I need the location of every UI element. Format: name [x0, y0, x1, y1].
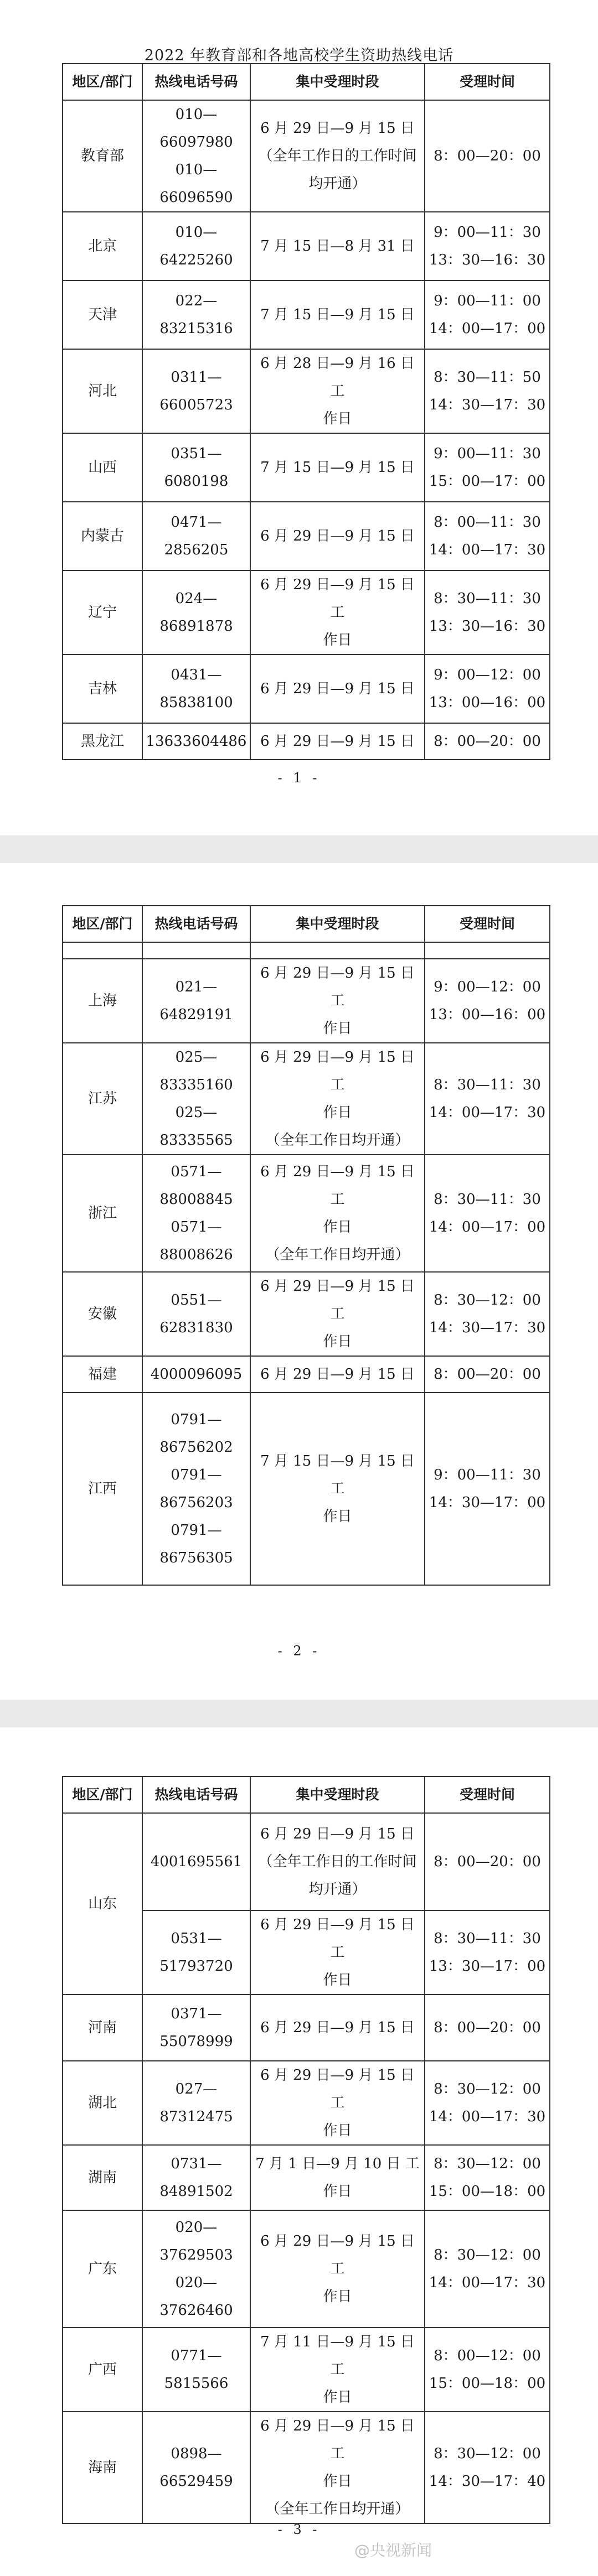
phone-number: 0371—55078999 — [159, 2006, 233, 2050]
hotline-table-page-2 — [62, 905, 550, 1586]
hours-cell — [425, 1393, 550, 1585]
region-cell: 福建 — [63, 1356, 142, 1393]
period-line: 均开通） — [308, 175, 367, 192]
period-line: 6 月 29 日—9 月 15 日 工 — [260, 2067, 415, 2111]
phone-number: 0771—5815566 — [164, 2348, 229, 2392]
hotline-table-page-1 — [62, 63, 550, 760]
phone-cell — [142, 655, 250, 723]
phone-cell — [142, 502, 250, 570]
phone-cell — [142, 1356, 250, 1393]
hours-cell — [425, 959, 550, 1043]
period-line: 6 月 29 日—9 月 15 日 — [260, 733, 415, 750]
period-line: （全年工作日的工作时间 — [258, 1853, 417, 1870]
hours-line: 14：30—17：40 — [429, 2473, 546, 2490]
header-phone: 热线电话号码 — [142, 1777, 250, 1813]
header-hours: 受理时间 — [425, 906, 550, 942]
region-cell: 广东 — [63, 2210, 142, 2328]
phone-cell — [142, 2328, 250, 2412]
phone-number: 0311—66005723 — [159, 369, 233, 413]
region-cell: 教育部 — [63, 100, 142, 212]
header-hours: 受理时间 — [425, 64, 550, 100]
region-cell: 湖北 — [63, 2061, 142, 2145]
phone-cell — [142, 1155, 250, 1272]
region-cell: 黑龙江 — [63, 723, 142, 760]
hours-line: 13：00—16：00 — [429, 694, 546, 711]
table-row — [63, 570, 550, 655]
table-row — [63, 1813, 550, 1910]
period-cell — [250, 1995, 425, 2061]
period-line: 6 月 29 日—9 月 15 日 工 — [260, 2233, 415, 2277]
hours-line: 9：00—12：00 — [434, 979, 541, 995]
hours-cell — [425, 1272, 550, 1356]
period-cell — [250, 2412, 425, 2523]
period-line: 6 月 29 日—9 月 15 日 工 — [260, 1278, 415, 1322]
hours-line: 8：00—20：00 — [434, 148, 541, 164]
period-line: 7 月 15 日—9 月 15 日 — [260, 459, 415, 476]
table-row — [63, 502, 550, 570]
phone-number: 0791—86756202 — [159, 1411, 233, 1456]
period-line: 6 月 29 日—9 月 15 日 工 — [260, 965, 415, 1009]
period-cell — [250, 1272, 425, 1356]
table-row — [63, 723, 550, 760]
hours-cell — [425, 281, 550, 349]
empty-cell — [250, 942, 425, 959]
period-cell — [250, 2328, 425, 2412]
phone-cell — [142, 349, 250, 433]
hours-line: 15：00—18：00 — [429, 2183, 546, 2200]
page-number: - 3 - — [277, 2522, 321, 2537]
hours-line: 15：00—18：00 — [429, 2375, 546, 2392]
phone-number: 025—83335565 — [159, 1104, 233, 1149]
hours-cell — [425, 2210, 550, 2328]
period-cell — [250, 212, 425, 281]
phone-number: 13633604486 — [146, 733, 247, 750]
hours-cell — [425, 655, 550, 723]
period-line: （全年工作日均开通） — [265, 2501, 410, 2517]
phone-number: 4001695561 — [150, 1853, 243, 1870]
table-row — [63, 1155, 550, 1272]
phone-cell — [142, 1272, 250, 1356]
hours-line: 9：00—11：30 — [434, 1467, 541, 1483]
phone-number: 021—64829191 — [159, 979, 233, 1023]
hours-line: 8：30—11：30 — [434, 1077, 541, 1093]
period-cell — [250, 1356, 425, 1393]
region-cell: 广西 — [63, 2328, 142, 2412]
region-cell: 海南 — [63, 2412, 142, 2523]
document-page-3 — [0, 1727, 598, 2576]
period-line: 6 月 29 日—9 月 15 日 工 — [260, 2418, 415, 2462]
period-cell — [250, 2145, 425, 2210]
hours-line: 8：30—12：00 — [434, 2081, 541, 2097]
document-title: 2022 年教育部和各地高校学生资助热线电话 — [144, 47, 454, 64]
region-cell: 上海 — [63, 959, 142, 1043]
hours-cell — [425, 433, 550, 502]
hours-line: 8：30—12：00 — [434, 2156, 541, 2172]
hours-cell — [425, 2328, 550, 2412]
phone-number: 0471—2856205 — [164, 514, 229, 558]
period-line: 6 月 29 日—9 月 15 日 — [260, 681, 415, 697]
hours-cell — [425, 212, 550, 281]
hours-line: 8：00—12：00 — [434, 2348, 541, 2364]
hours-line: 13：00—16：00 — [429, 1006, 546, 1023]
phone-cell — [142, 1393, 250, 1585]
table-row — [63, 655, 550, 723]
hours-line: 8：00—20：00 — [434, 1366, 541, 1383]
header-region: 地区/部门 — [63, 64, 142, 100]
hours-line: 8：00—20：00 — [434, 2019, 541, 2036]
period-line: 作日 — [323, 632, 352, 648]
period-cell — [250, 349, 425, 433]
hours-line: 14：00—17：30 — [429, 2108, 546, 2125]
period-line: 6 月 29 日—9 月 15 日 工 — [260, 1164, 415, 1208]
hours-line: 9：00—11：30 — [434, 224, 541, 241]
period-line: 6 月 28 日—9 月 16 日 工 — [260, 355, 415, 399]
hours-line: 14：30—17：30 — [429, 1320, 546, 1336]
phone-number: 020—37629503 — [159, 2219, 233, 2263]
period-line: 作日 — [323, 1020, 352, 1037]
region-cell: 江西 — [63, 1393, 142, 1585]
phone-number: 010—64225260 — [159, 224, 233, 268]
table-row — [63, 1995, 550, 2061]
table-row — [63, 2328, 550, 2412]
hours-line: 8：30—12：00 — [434, 1292, 541, 1308]
table-row — [63, 100, 550, 212]
hours-line: 9：00—11：00 — [434, 293, 541, 309]
period-line: 7 月 15 日—8 月 31 日 — [260, 238, 415, 255]
period-cell — [250, 2061, 425, 2145]
hours-line: 8：30—12：00 — [434, 2445, 541, 2462]
table-row — [63, 281, 550, 349]
header-period: 集中受理时段 — [250, 64, 425, 100]
region-cell: 河南 — [63, 1995, 142, 2061]
phone-cell — [142, 1995, 250, 2061]
hours-cell — [425, 2061, 550, 2145]
region-cell: 吉林 — [63, 655, 142, 723]
period-cell — [250, 100, 425, 212]
hours-line: 8：30—12：00 — [434, 2247, 541, 2263]
phone-number: 0898—66529459 — [159, 2445, 233, 2490]
hotline-table-page-3 — [62, 1776, 550, 2524]
region-cell: 辽宁 — [63, 570, 142, 655]
period-line: 6 月 29 日—9 月 15 日 — [260, 2019, 415, 2036]
phone-number: 024—86891878 — [159, 590, 233, 635]
hours-line: 8：30—11：30 — [434, 1191, 541, 1208]
hours-cell — [425, 502, 550, 570]
period-line: （全年工作日的工作时间 — [258, 148, 417, 164]
phone-number: 0571—88008845 — [159, 1164, 233, 1208]
header-period: 集中受理时段 — [250, 1777, 425, 1813]
region-cell: 浙江 — [63, 1155, 142, 1272]
phone-cell — [142, 433, 250, 502]
hours-line: 13：30—16：30 — [429, 252, 546, 268]
document-page-1 — [0, 0, 598, 835]
table-row — [63, 433, 550, 502]
phone-number: 0551—62831830 — [159, 1292, 233, 1336]
page-number: - 1 - — [277, 770, 321, 786]
phone-number: 0791—86756203 — [159, 1467, 233, 1511]
period-cell — [250, 433, 425, 502]
period-cell — [250, 1813, 425, 1910]
phone-number: 027—87312475 — [159, 2081, 233, 2125]
period-line: 均开通） — [308, 1881, 367, 1898]
hours-cell — [425, 1155, 550, 1272]
empty-spacer-row — [63, 942, 550, 959]
hours-line: 8：00—11：30 — [434, 514, 541, 531]
hours-line: 14：30—17：00 — [429, 1494, 546, 1511]
table-row — [63, 1043, 550, 1155]
period-line: 7 月 1 日—9 月 10 日 工 — [255, 2156, 420, 2172]
hours-line: 13：30—16：30 — [429, 618, 546, 635]
hours-line: 8：00—20：00 — [434, 733, 541, 750]
hours-line: 15：00—17：00 — [429, 473, 546, 490]
period-line: 6 月 29 日—9 月 15 日 工 — [260, 1917, 415, 1961]
table-row — [63, 1356, 550, 1393]
period-line: 7 月 15 日—9 月 15 日 — [260, 307, 415, 323]
phone-number: 025—83335160 — [159, 1049, 233, 1093]
hours-line: 9：00—11：30 — [434, 445, 541, 462]
region-cell: 湖南 — [63, 2145, 142, 2210]
period-cell — [250, 2210, 425, 2328]
period-line: 作日 — [323, 2183, 352, 2200]
period-cell — [250, 1910, 425, 1995]
page-number: - 2 - — [277, 1643, 321, 1659]
document-page-2 — [0, 863, 598, 1700]
region-cell: 北京 — [63, 212, 142, 281]
period-cell — [250, 1155, 425, 1272]
period-line: （全年工作日均开通） — [265, 1132, 410, 1149]
header-hours: 受理时间 — [425, 1777, 550, 1813]
phone-number: 0431—85838100 — [159, 667, 233, 711]
period-line: 作日 — [323, 1508, 352, 1525]
phone-cell — [142, 570, 250, 655]
hours-cell — [425, 1910, 550, 1995]
table-row — [63, 212, 550, 281]
period-line: 6 月 29 日—9 月 15 日 — [260, 120, 415, 137]
watermark: @央视新闻 — [354, 2541, 432, 2559]
hours-line: 8：30—11：30 — [434, 1930, 541, 1947]
empty-cell — [63, 942, 142, 959]
phone-cell — [142, 281, 250, 349]
hours-line: 14：00—17：00 — [429, 1219, 546, 1235]
period-cell — [250, 723, 425, 760]
period-cell — [250, 1043, 425, 1155]
phone-cell — [142, 212, 250, 281]
phone-number: 4000096095 — [150, 1366, 243, 1383]
phone-cell — [142, 2145, 250, 2210]
phone-cell — [142, 1043, 250, 1155]
hours-line: 8：30—11：50 — [434, 369, 541, 386]
table-header-row — [63, 1777, 550, 1813]
phone-cell — [142, 100, 250, 212]
phone-cell — [142, 2412, 250, 2523]
region-cell: 天津 — [63, 281, 142, 349]
hours-cell — [425, 349, 550, 433]
hours-cell — [425, 570, 550, 655]
region-cell: 内蒙古 — [63, 502, 142, 570]
header-region: 地区/部门 — [63, 1777, 142, 1813]
period-line: 6 月 29 日—9 月 15 日 工 — [260, 1049, 415, 1093]
period-cell — [250, 502, 425, 570]
period-cell — [250, 570, 425, 655]
phone-cell — [142, 2210, 250, 2328]
region-cell: 河北 — [63, 349, 142, 433]
table-row — [63, 2210, 550, 2328]
hours-cell — [425, 2412, 550, 2523]
period-line: 6 月 29 日—9 月 15 日 — [260, 528, 415, 544]
phone-number: 022—83215316 — [159, 293, 233, 337]
table-row — [63, 349, 550, 433]
region-cell: 山东 — [63, 1813, 142, 1995]
period-cell — [250, 281, 425, 349]
hours-cell — [425, 100, 550, 212]
hours-cell — [425, 1995, 550, 2061]
period-line: 作日 — [323, 2122, 352, 2139]
hours-cell — [425, 723, 550, 760]
period-line: 作日 — [323, 1972, 352, 1988]
hours-cell — [425, 1356, 550, 1393]
table-body — [63, 1813, 550, 2523]
period-line: 6 月 29 日—9 月 15 日 — [260, 1826, 415, 1842]
hours-line: 14：00—17：00 — [429, 320, 546, 337]
table-header-row — [63, 64, 550, 100]
period-line: 作日 — [323, 1219, 352, 1235]
period-line: 7 月 11 日—9 月 15 日 工 — [260, 2334, 415, 2378]
empty-cell — [142, 942, 250, 959]
period-line: 作日 — [323, 2473, 352, 2490]
table-row — [63, 2412, 550, 2523]
header-phone: 热线电话号码 — [142, 64, 250, 100]
phone-cell — [142, 959, 250, 1043]
phone-number: 0791—86756305 — [159, 1522, 233, 1566]
phone-number: 010—66097980 — [159, 106, 233, 150]
hours-line: 9：00—12：00 — [434, 667, 541, 683]
table-body — [63, 959, 550, 1585]
header-phone: 热线电话号码 — [142, 906, 250, 942]
hours-cell — [425, 1043, 550, 1155]
table-row — [63, 1393, 550, 1585]
hours-line: 14：00—17：30 — [429, 542, 546, 558]
hours-line: 13：30—17：00 — [429, 1958, 546, 1975]
phone-number: 0731—84891502 — [159, 2156, 233, 2200]
period-cell — [250, 655, 425, 723]
table-body — [63, 100, 550, 760]
period-cell — [250, 1393, 425, 1585]
hours-line: 8：00—20：00 — [434, 1853, 541, 1870]
period-line: 7 月 15 日—9 月 15 日 工 — [260, 1453, 415, 1497]
phone-cell — [142, 1813, 250, 1910]
hours-line: 8：30—11：30 — [434, 590, 541, 607]
phone-cell — [142, 723, 250, 760]
period-cell — [250, 959, 425, 1043]
period-line: （全年工作日均开通） — [265, 1247, 410, 1263]
period-line: 6 月 29 日—9 月 15 日 — [260, 1366, 415, 1383]
table-row — [63, 959, 550, 1043]
empty-cell — [425, 942, 550, 959]
period-line: 作日 — [323, 411, 352, 427]
hours-cell — [425, 1813, 550, 1910]
hours-line: 14：00—17：30 — [429, 2274, 546, 2291]
header-period: 集中受理时段 — [250, 906, 425, 942]
period-line: 作日 — [323, 1333, 352, 1350]
phone-cell — [142, 1910, 250, 1995]
region-cell: 江苏 — [63, 1043, 142, 1155]
period-line: 6 月 29 日—9 月 15 日 工 — [260, 577, 415, 621]
table-row — [63, 2145, 550, 2210]
phone-number: 020—37626460 — [159, 2274, 233, 2319]
region-cell: 安徽 — [63, 1272, 142, 1356]
hours-line: 14：00—17：30 — [429, 1104, 546, 1121]
header-region: 地区/部门 — [63, 906, 142, 942]
phone-number: 0531—51793720 — [159, 1930, 233, 1975]
phone-number: 0571—88008626 — [159, 1219, 233, 1263]
table-row — [63, 2061, 550, 2145]
period-line: 作日 — [323, 2389, 352, 2406]
phone-number: 010—66096590 — [159, 162, 233, 206]
period-line: 作日 — [323, 1104, 352, 1121]
phone-number: 0351—6080198 — [164, 445, 229, 490]
table-row — [63, 1272, 550, 1356]
hours-line: 14：30—17：30 — [429, 397, 546, 413]
phone-cell — [142, 2061, 250, 2145]
period-line: 作日 — [323, 2288, 352, 2305]
region-cell: 山西 — [63, 433, 142, 502]
hours-cell — [425, 2145, 550, 2210]
table-header-row — [63, 906, 550, 942]
